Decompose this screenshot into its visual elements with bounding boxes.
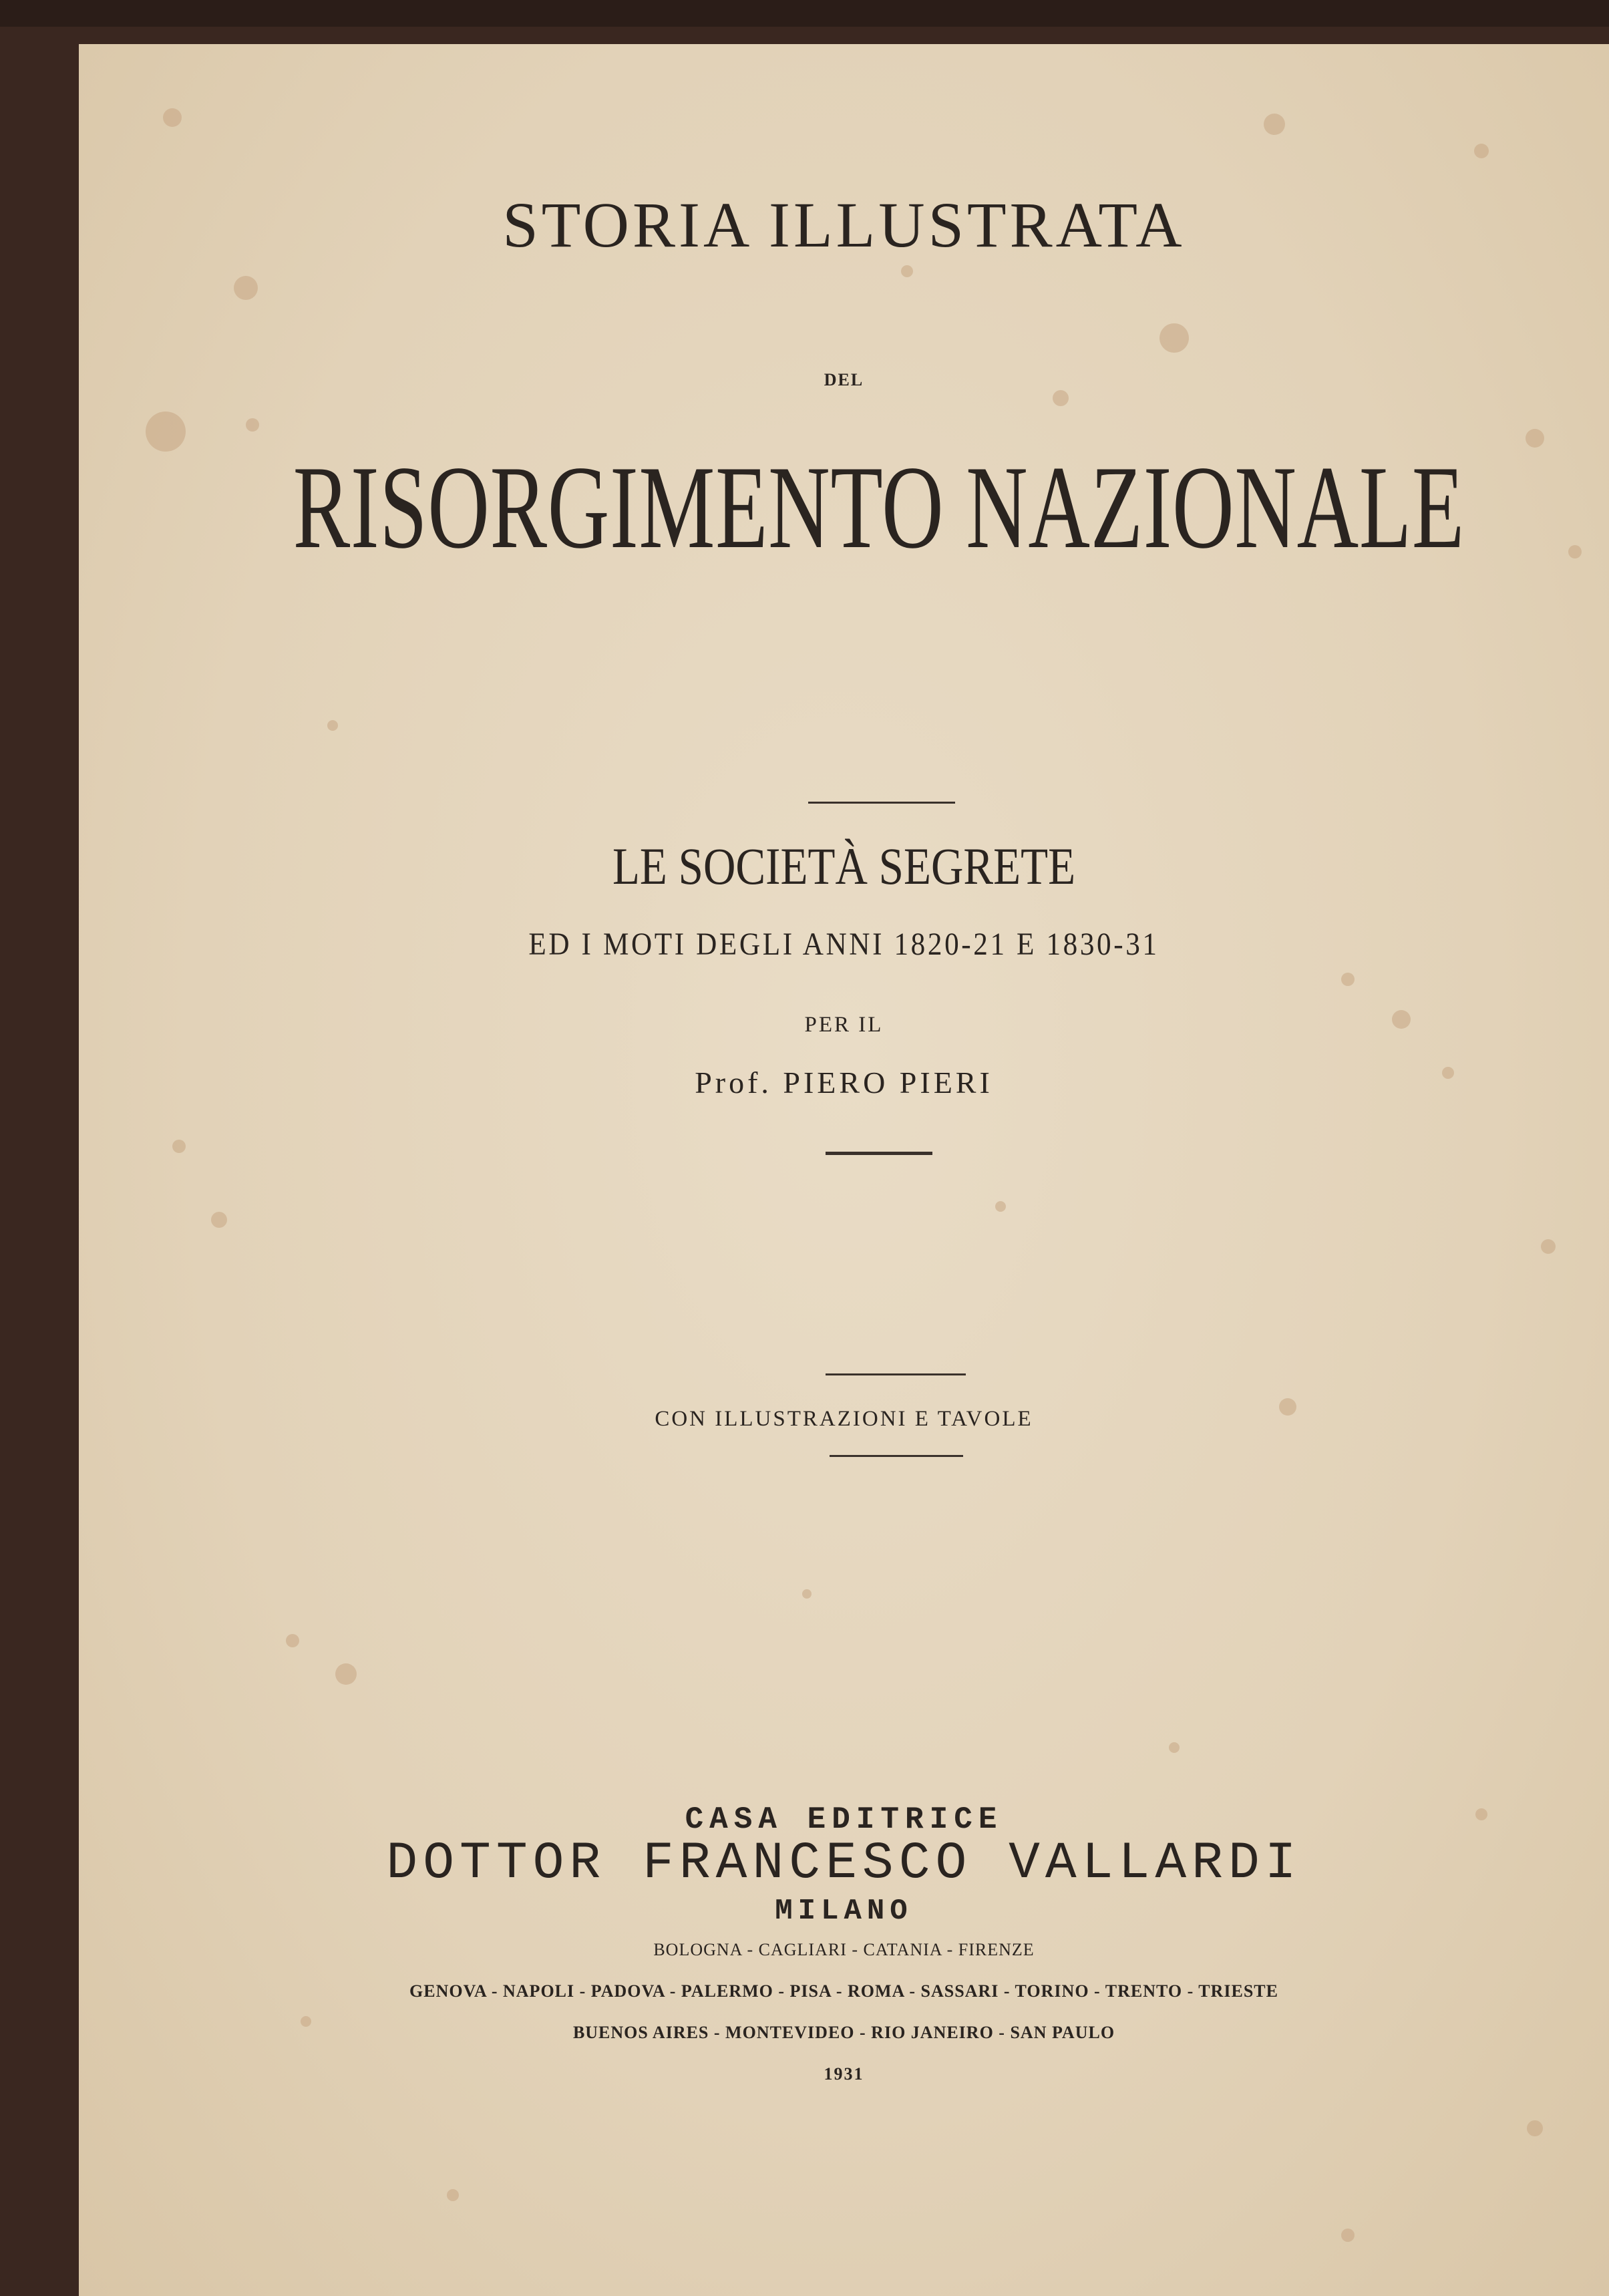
publisher-label: CASA EDITRICE	[685, 1802, 1003, 1837]
binding-top-edge	[0, 0, 1609, 27]
publisher-branches: BUENOS AIRES - MONTEVIDEO - RIO JANEIRO - SAN PAULO	[572, 2023, 1115, 2042]
divider-rule	[826, 1373, 966, 1375]
series-connector: DEL	[824, 370, 864, 389]
illustrations-note: CON ILLUSTRAZIONI E TAVOLE	[655, 1407, 1033, 1431]
volume-subtitle: ED I MOTI DEGLI ANNI 1820-21 E 1830-31	[528, 927, 1159, 962]
divider-rule	[808, 802, 955, 804]
author-prefix: PER IL	[804, 1013, 884, 1037]
publisher-city: MILANO	[775, 1895, 913, 1928]
divider-rule	[826, 1152, 932, 1155]
author-name: Prof. PIERO PIERI	[695, 1065, 993, 1100]
publisher-branches: GENOVA - NAPOLI - PADOVA - PALERMO - PISA - ROMA - SASSARI - TORINO - TRENTO - TRIESTE	[409, 1981, 1278, 2001]
publisher-branches: BOLOGNA - CAGLIARI - CATANIA - FIRENZE	[653, 1940, 1035, 1959]
publication-year: 1931	[824, 2064, 864, 2084]
divider-rule	[830, 1455, 963, 1457]
title-page	[79, 44, 1609, 2296]
series-subject: RISORGIMENTO NAZIONALE	[293, 441, 1465, 573]
series-title: STORIA ILLUSTRATA	[502, 189, 1186, 261]
publisher-name: DOTTOR FRANCESCO VALLARDI	[386, 1834, 1302, 1893]
volume-title: LE SOCIETÀ SEGRETE	[612, 837, 1076, 895]
